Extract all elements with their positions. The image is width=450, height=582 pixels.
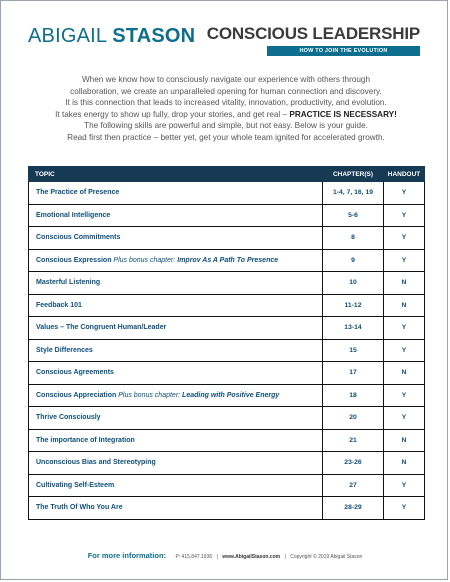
chapters-cell: 10 <box>323 272 384 295</box>
table-row <box>29 339 425 362</box>
column-header-chapters: CHAPTER(S) <box>323 167 384 182</box>
table-row <box>29 294 425 317</box>
handout-cell: N <box>384 452 425 475</box>
intro-paragraph <box>25 74 427 144</box>
chapters-cell: 5-6 <box>323 204 384 227</box>
topic-cell[interactable]: Values – The Congruent Human/Leader <box>29 317 323 340</box>
table-row <box>29 204 425 227</box>
topic-cell[interactable]: Masterful Listening <box>29 272 323 295</box>
chapters-cell: 9 <box>323 249 384 272</box>
table-row <box>29 317 425 340</box>
intro-line-text: It takes energy to show up fully, drop your stories, and get real – <box>55 109 290 119</box>
handout-cell: N <box>384 429 425 452</box>
topic-cell[interactable]: Unconscious Bias and Stereotyping <box>29 452 323 475</box>
logo-first-name: ABIGAIL <box>28 25 107 47</box>
logo-last-name: STASON <box>112 25 196 47</box>
bonus-label: Plus bonus chapter: <box>113 256 176 264</box>
table-row <box>29 272 425 295</box>
topic-cell[interactable]: Conscious Commitments <box>29 227 323 250</box>
chapters-cell: 11-12 <box>323 294 384 317</box>
handout-cell: N <box>384 272 425 295</box>
handout-cell: Y <box>384 204 425 227</box>
handout-cell: N <box>384 362 425 385</box>
topic-cell[interactable]: Conscious Agreements <box>29 362 323 385</box>
chapters-cell: 21 <box>323 429 384 452</box>
handout-cell: Y <box>384 497 425 520</box>
footer-separator: | <box>284 554 286 560</box>
handout-cell: Y <box>384 227 425 250</box>
handout-cell: Y <box>384 249 425 272</box>
chapters-cell: 8 <box>323 227 384 250</box>
bonus-chapter-title: Improv As A Path To Presence <box>177 256 279 264</box>
column-header-handout: HANDOUT <box>384 167 425 182</box>
brand-logo <box>28 25 195 48</box>
bonus-chapter-title: Leading with Positive Energy <box>182 391 280 399</box>
page-title: CONSCIOUS LEADERSHIP <box>206 24 420 43</box>
footer <box>1 551 449 560</box>
table-row <box>29 429 425 452</box>
bonus-label: Plus bonus chapter: <box>118 391 181 399</box>
topic-cell[interactable]: The Truth Of Who You Are <box>29 497 323 520</box>
topic-title: Conscious Expression <box>36 256 112 264</box>
table-header-row <box>29 167 425 182</box>
topic-cell[interactable]: Feedback 101 <box>29 294 323 317</box>
intro-emphasis: PRACTICE IS NECESSARY! <box>289 109 397 119</box>
intro-line: The following skills are powerful and simple, but not easy. Below is your guide. <box>84 121 368 131</box>
table-row <box>29 249 425 272</box>
chapters-cell: 18 <box>323 384 384 407</box>
page-subtitle-ribbon: HOW TO JOIN THE EVOLUTION <box>267 46 420 56</box>
intro-line <box>25 109 427 121</box>
column-header-topic: TOPIC <box>29 167 323 182</box>
topic-cell[interactable] <box>29 384 323 407</box>
topic-cell[interactable]: Style Differences <box>29 339 323 362</box>
topic-cell[interactable] <box>29 249 323 272</box>
handout-cell: N <box>384 294 425 317</box>
chapters-cell: 28-29 <box>323 497 384 520</box>
table-row <box>29 182 425 205</box>
footer-website-link[interactable]: www.AbigailStason.com <box>222 554 281 560</box>
footer-separator: | <box>216 554 218 560</box>
topic-cell[interactable]: The Practice of Presence <box>29 182 323 205</box>
chapters-cell: 23-26 <box>323 452 384 475</box>
intro-line: Read first then practice – better yet, get your whole team ignited for accelerated growth. <box>67 132 385 142</box>
handout-cell: Y <box>384 339 425 362</box>
handout-cell: Y <box>384 474 425 497</box>
intro-line: It is this connection that leads to increased vitality, innovation, productivity, and evolution. <box>65 98 387 108</box>
table-row <box>29 497 425 520</box>
chapters-cell: 13-14 <box>323 317 384 340</box>
table-row <box>29 452 425 475</box>
handout-cell: Y <box>384 407 425 430</box>
intro-line: When we know how to consciously navigate our experience with others through <box>81 75 371 84</box>
table-row <box>29 227 425 250</box>
footer-label: For more information: <box>87 551 167 560</box>
table-row <box>29 362 425 385</box>
table-row <box>29 474 425 497</box>
chapters-cell: 20 <box>323 407 384 430</box>
skills-table <box>28 166 425 520</box>
chapters-cell: 1-4, 7, 16, 19 <box>323 182 384 205</box>
chapters-cell: 17 <box>323 362 384 385</box>
topic-cell[interactable]: The importance of Integration <box>29 429 323 452</box>
topic-title: Conscious Appreciation <box>36 391 117 399</box>
footer-copyright: Copyright © 2019 Abigail Stason <box>290 554 363 560</box>
handout-cell: Y <box>384 317 425 340</box>
handout-cell: Y <box>384 182 425 205</box>
topic-cell[interactable]: Thrive Consciously <box>29 407 323 430</box>
topic-cell[interactable]: Emotional Intelligence <box>29 204 323 227</box>
table-row <box>29 384 425 407</box>
chapters-cell: 27 <box>323 474 384 497</box>
intro-line: collaboration, we create an unparalleled opening for human connection and discovery. <box>70 86 382 96</box>
handout-cell: Y <box>384 384 425 407</box>
chapters-cell: 15 <box>323 339 384 362</box>
footer-phone: P: 415.847.1936 <box>175 554 213 560</box>
topic-cell[interactable]: Cultivating Self-Esteem <box>29 474 323 497</box>
table-row <box>29 407 425 430</box>
